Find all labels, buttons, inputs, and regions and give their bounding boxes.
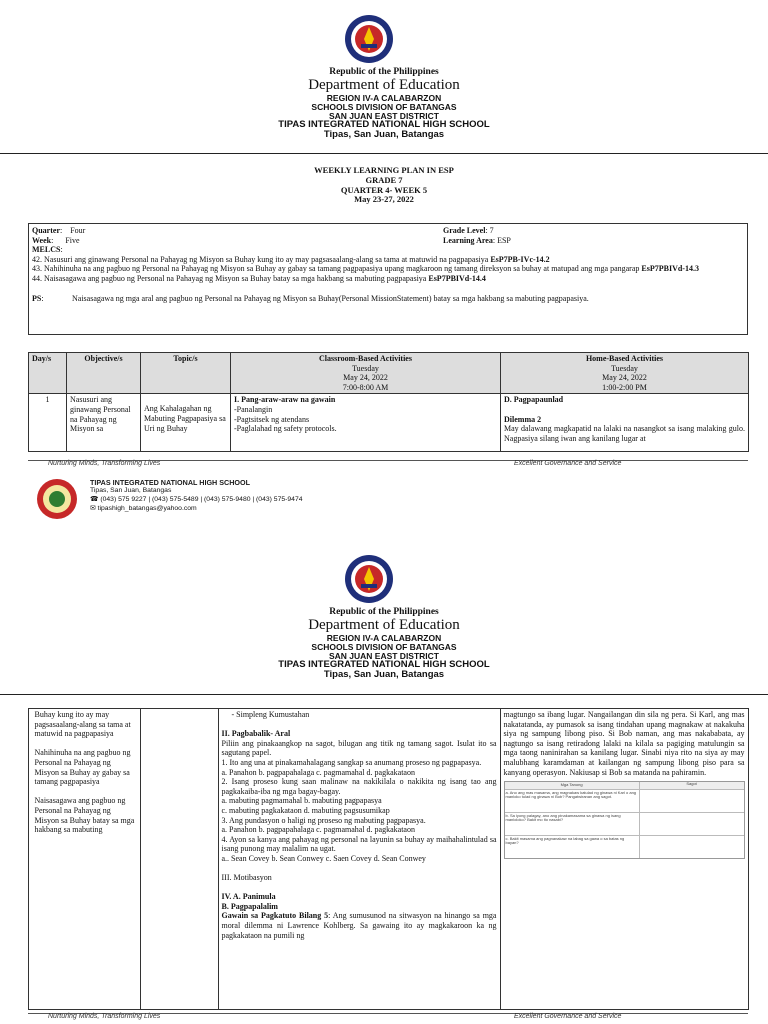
week-value: Five <box>65 235 80 245</box>
plan-title-line2: GRADE 7 <box>365 174 403 185</box>
district-text: SAN JUAN EAST DISTRICT <box>328 650 440 661</box>
grade-value: 7 <box>489 226 494 235</box>
plan-title-line3: QUARTER 4- WEEK 5 <box>340 184 428 195</box>
melcs-label: MELCS <box>32 245 61 255</box>
melc-3: 44. Naisasagawa ang pagbuo ng Personal na Pahayag ng Misyon sa Buhay batay sa mga hakbang sa mabuting pagpapasiya EsP7PBIVd-14.4 <box>32 273 486 283</box>
ps-label: PS <box>32 293 42 303</box>
row-objectives-cont: Buhay kung ito ay may pagsasaalang-alang sa tama at matuwid na pagpapasiya Nahihinuha na ang pagbuo ng Personal na Pahayag ng Misyon sa Buhay ay gabay sa tamang pagpapasiya Naisasagawa ang pagbuo ng Personal na Pahayag ng Misyon sa Buhay batay sa mga hakbang sa mabuting <box>28 709 140 1010</box>
republic-text: Republic of the Philippines <box>329 67 439 77</box>
col-classroom: Classroom-Based Activities Tuesday May 24, 2022 7:00-8:00 AM <box>231 353 501 394</box>
col-objective: Objective/s <box>84 354 123 363</box>
school-address: Tipas, San Juan, Batangas <box>323 129 445 141</box>
department-title: Department of Education <box>308 616 460 633</box>
row-topic-cont <box>140 709 218 1010</box>
quarter-label: Quarter <box>32 226 60 235</box>
school-logo-icon <box>36 478 78 520</box>
page-2 <box>0 548 768 1024</box>
info-box: Quarter: Four Grade Level: 7 Week: Five Learning Area: ESP MELCS: 42. Nasusuri ang ginawang Personal na Pahayag ng Misyon sa Buhay kung ito ay may pagsasaalang-alang sa tama at matuwid na pagpapasiya EsP7PB-IVc-14.2 43. Nahihinuha na ang pagbuo ng Personal na Pahayag ng Misyon sa Buhay ay gabay sa tamang pagpapasiya upang magkaroon ng tamang direksyon sa buhay at matupad ang mga pangarap EsP7PBIVd-14.3 44. Naisasagawa ang pagbuo ng Personal na Pahayag ng Misyon sa Buhay batay sa mga hakbang sa mabuting pagpapasiya EsP7PBIVd-14.4 PS: Naisasagawa ng mga aral ang pagbuo ng Personal na Pahayag ng Misyon sa Buhay(Personal MissionStatement) batay sa mga hakbang sa mabuting pagpapasiya. <box>28 223 748 335</box>
col-topic: Topic/s <box>173 354 198 363</box>
division-text: SCHOOLS DIVISION OF BATANGAS <box>311 641 457 652</box>
footer-school-name: TIPAS INTEGRATED NATIONAL HIGH SCHOOL <box>90 478 250 487</box>
row-classroom-cont: - Simpleng Kumustahan II. Pagbabalik- Aral Piliin ang pinakaangkop na sagot, bilugan ang titik ng tamang sagot. Isulat ito sa sagutang papel. 1. Ito ang una at pinakamahalagang sangkap sa anumang proseso ng pagpapasya. a. Panahon b. pagpapahalaga c. pagmamahal d. pagkakataon 2. Isang proseso kung saan malinaw na nakikilala o nakikita ng isang tao ang pagkakaiba-iba ng mga bagay-bagay. a. mabuting pagmamahal b. mabuting pagpapasya c. mabuting pagkakataon d. mabuting pagsusumikap 3. Ang pundasyon o haligi ng proseso ng mabuting pagpapasya. a. Panahon b. pagpapahalaga c. pagmamahal d. pagkakataon 4. Ayon sa kanya ang pahayag ng personal na layunin sa buhay ay maihahalintulad sa isang punong may malalim na ugat. a.. Sean Covey b. Sean Conwey c. Saen Covey d. Sean Conwey III. Motibasyon IV. A. Panimula B. Pagpapalalim Gawain sa Pagkatuto Bilang 5: Ang sumusunod na sitwasyon na hinango sa mga moral dilemma ni Lawrence Kohlberg. Sa gawaing ito ay magkakaroon ka ng pagkakataon na pumili ng <box>218 709 500 1010</box>
plan-title-line1: WEEKLY LEARNING PLAN IN ESP <box>314 165 454 175</box>
questions-mini-table: Mga Tanong Sagot a. Ano ang mas masama, ang magnakaw katulad ng ginawa ni Karl o ang manloko tulad ng ginawa ni Bob? Pangatwiranan ang sagot. b. Sa iyong palagay, ano ang pinakamasama sa ginawa ng isang manloloko? Bakit mo ito nasabi? c. Bakit masama ang pagnanakaw na labag sa gawa o sa batas ng bayan? <box>504 781 745 858</box>
republic-text: Republic of the Philippines <box>329 607 439 617</box>
department-title: Department of Education <box>308 76 460 93</box>
footer-motto-right: Excellent Governance and Service <box>514 460 622 467</box>
region-text: REGION IV-A CALABARZON <box>326 632 442 643</box>
melc-1: 42. Nasusuri ang ginawang Personal na Pahayag ng Misyon sa Buhay kung ito ay may pagsasaalang-alang sa tama at matuwid na pagpapasiya EsP7PB-IVc-14.2 <box>32 254 550 264</box>
quarter-value: Four <box>70 226 86 235</box>
grade-label: Grade Level <box>443 226 486 235</box>
table-row <box>29 394 749 452</box>
col-home: Home-Based Activities Tuesday May 24, 2022 1:00-2:00 PM <box>501 353 749 394</box>
table-row <box>28 709 748 1010</box>
plan-table-continued <box>28 708 749 1010</box>
footer-phones: ☎ (043) 575 9227 | (043) 575-5489 | (043) 575-9480 | (043) 575-9474 <box>90 496 303 504</box>
row-classroom: I. Pang-araw-araw na gawain -Panalangin -Pagtsitsek ng atendans -Paglalahad ng safety protocols. <box>231 394 501 452</box>
footer-motto-left: Nurturing Minds, Transforming Lives <box>48 1013 161 1020</box>
melc-2: 43. Nahihinuha na ang pagbuo ng Personal na Pahayag ng Misyon sa Buhay ay gabay sa tamang pagpapasiya upang magkaroon ng tamang direksyon sa buhay at matupad ang mga pangarap EsP7PBIVd-14.3 <box>32 264 699 274</box>
plan-table <box>28 352 749 452</box>
footer-email[interactable]: ✉ tipashigh_batangas@yahoo.com <box>90 505 197 513</box>
ps-text: Naisasagawa ng mga aral ang pagbuo ng Personal na Pahayag ng Misyon sa Buhay(Personal MissionStatement) batay sa mga hakbang sa mabuting pagpapasiya. <box>72 293 589 303</box>
region-text: REGION IV-A CALABARZON <box>326 92 442 103</box>
row-topic: Ang Kahalagahan ng Mabuting Pagpapasiya sa Uri ng Buhay <box>141 394 231 452</box>
header-rule <box>0 694 768 695</box>
school-name: TIPAS INTEGRATED NATIONAL HIGH SCHOOL <box>278 659 490 671</box>
deped-seal-icon <box>344 14 394 64</box>
division-text: SCHOOLS DIVISION OF BATANGAS <box>311 101 457 112</box>
footer-address: Tipas, San Juan, Batangas <box>90 487 172 495</box>
row-day: 1 <box>29 394 67 452</box>
row-home: D. Pagpapaunlad Dilemma 2 May dalawang magkapatid na lalaki na nasangkot sa isang malaking gulo. Nagpasiya silang iwan ang kanilang lugar at <box>501 394 749 452</box>
district-text: SAN JUAN EAST DISTRICT <box>328 110 440 121</box>
area-value: ESP <box>497 235 511 245</box>
area-label: Learning Area <box>443 235 493 245</box>
footer-motto-left: Nurturing Minds, Transforming Lives <box>48 460 161 467</box>
school-name: TIPAS INTEGRATED NATIONAL HIGH SCHOOL <box>278 119 490 131</box>
plan-title-line4: May 23-27, 2022 <box>354 194 414 205</box>
row-objective: Nasusuri ang ginawang Personal na Pahayag ng Misyon sa <box>67 394 141 452</box>
footer-motto-right: Excellent Governance and Service <box>514 1013 622 1020</box>
footer-school-block <box>90 478 303 514</box>
deped-seal-icon <box>344 554 394 604</box>
row-home-cont: magtungo sa ibang lugar. Nangailangan din sila ng pera. Si Karl, ang mas nakatatanda, ay pumasok sa isang tindahan upang magnakaw at nakakuha siya ng sampung libong piso. Si Bob naman, ang mas nakababata, ay nagtungo sa isang retiradong lalaki na kilala sa pagiging matulungin sa mga taong naninirahan sa kanilang lugar. Sinabi niya rito na siya ay may malubhang karamdaman at kailangan ng sampung libong piso para sa kanyang operasyon. Nakiusap si Bob sa matanda na pahiramin. Mga Tanong Sagot a. Ano ang mas masama, ang magnakaw katulad ng ginawa ni Karl o ang manloko tulad ng ginawa ni Bob? Pangatwiranan ang sagot. b. Sa iyong palagay, ano ang pinakamasama sa ginawa ng isang manloloko? Bakit mo ito nasabi? c. Bakit masama ang pagnanakaw na labag sa gawa o sa batas ng bayan? <box>500 709 748 1010</box>
header-rule <box>0 153 768 154</box>
week-label: Week <box>32 235 52 245</box>
plan-title <box>0 166 768 205</box>
col-day: Day/s <box>32 354 52 363</box>
school-address: Tipas, San Juan, Batangas <box>323 669 445 681</box>
